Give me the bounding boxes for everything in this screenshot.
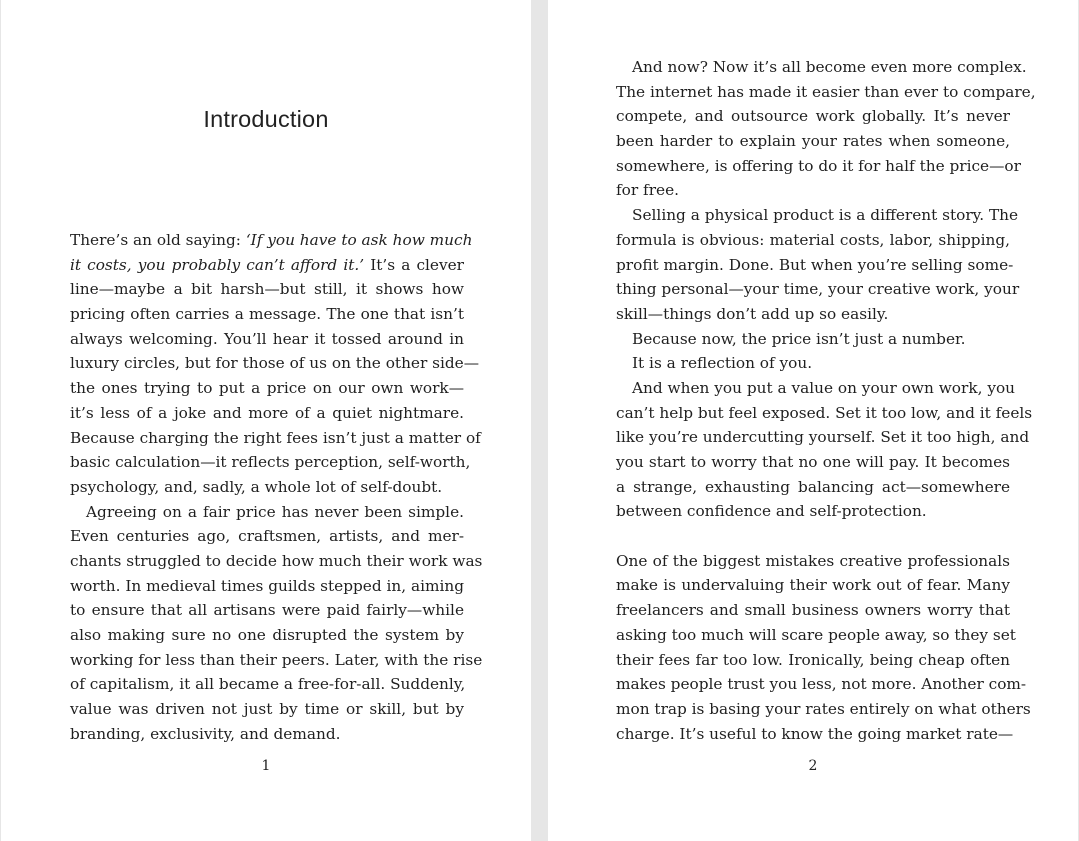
- text-line: Because charging the right fees isn’t just a matter of: [70, 428, 481, 447]
- text-line: somewhere, is offering to do it for half the price—or: [616, 156, 1021, 175]
- text-line: the ones trying to put a price on our own work—: [70, 379, 464, 398]
- text-line: it’s less of a joke and more of a quiet nightmare.: [70, 403, 464, 422]
- text-line: And now? Now it’s all become even more complex.: [632, 58, 1027, 76]
- quote-text: it costs, you probably can’t afford it.’: [70, 255, 365, 274]
- text-line: also making sure no one disrupted the system by: [70, 626, 464, 644]
- text-line: freelancers and small business owners worry that: [616, 601, 1010, 620]
- right-page: [548, 0, 1078, 841]
- text-line: skill—things don’t add up so easily.: [616, 304, 889, 323]
- text-line: One of the biggest mistakes creative professionals: [616, 551, 1010, 570]
- text-line: profit margin. Done. But when you’re selling some-: [616, 255, 1014, 274]
- text-line: [70, 253, 464, 278]
- page-number-right: 2: [808, 758, 818, 774]
- text-line: like you’re undercutting yourself. Set it too high, and: [616, 428, 1030, 447]
- text-line: worth. In medieval times guilds stepped in, aiming: [70, 576, 465, 595]
- text-line: Agreeing on a fair price has never been simple.: [86, 502, 464, 521]
- text-line: pricing often carries a message. The one that isn’t: [70, 305, 464, 324]
- text-line: working for less than their peers. Later, with the rise: [70, 650, 483, 669]
- left-page: [1, 0, 531, 841]
- text-line: between confidence and self-protection.: [616, 502, 927, 521]
- text-line: Because now, the price isn’t just a number.: [632, 329, 966, 348]
- right-page-body: [616, 55, 1036, 746]
- text-line: a strange, exhausting balancing act—somewhere: [616, 477, 1010, 496]
- text-line: basic calculation—it reflects perception, self-worth,: [70, 453, 471, 472]
- text-line: luxury circles, but for those of us on the other side—: [70, 354, 480, 373]
- left-page-body: [70, 228, 483, 746]
- text-line: been harder to explain your rates when someone,: [616, 132, 1010, 151]
- text-line: for free.: [616, 181, 679, 200]
- chapter-title: Introduction: [203, 106, 329, 132]
- text-line: value was driven not just by time or skill, but by: [70, 700, 464, 719]
- text-line: their fees far too low. Ironically, being cheap often: [616, 650, 1010, 669]
- text-line: And when you put a value on your own work, you: [632, 378, 1016, 397]
- text-line: Even centuries ago, craftsmen, artists, and mer-: [70, 527, 464, 546]
- text-line: It is a reflection of you.: [632, 354, 813, 373]
- text-run: It’s a clever: [364, 255, 464, 274]
- quote-text: ‘If you have to ask how much: [245, 231, 473, 249]
- text-line: psychology, and, sadly, a whole lot of self-doubt.: [70, 477, 443, 496]
- text-line: compete, and outsource work globally. It’s never: [616, 107, 1010, 126]
- text-line: makes people trust you less, not more. Another com-: [616, 675, 1027, 694]
- paragraph-gap: [616, 524, 1010, 549]
- text-line: of capitalism, it all became a free-for-all. Suddenly,: [70, 675, 466, 694]
- text-line: formula is obvious: material costs, labor, shipping,: [616, 230, 1010, 249]
- text-line: [70, 228, 473, 253]
- text-line: always welcoming. You’ll hear it tossed around in: [70, 329, 464, 348]
- text-line: charge. It’s useful to know the going market rate—: [616, 724, 1014, 743]
- text-line: can’t help but feel exposed. Set it too low, and it feels: [616, 403, 1033, 422]
- text-run: There’s an old saying:: [70, 231, 246, 249]
- text-line: thing personal—your time, your creative work, your: [616, 280, 1020, 299]
- text-line: mon trap is basing your rates entirely on what others: [616, 699, 1031, 718]
- text-line: line—maybe a bit harsh—but still, it shows how: [70, 280, 464, 299]
- text-line: Selling a physical product is a different story. The: [632, 206, 1019, 225]
- text-line: make is undervaluing their work out of fear. Many: [616, 576, 1010, 595]
- text-line: asking too much will scare people away, so they set: [616, 625, 1016, 644]
- text-line: The internet has made it easier than ever to compare,: [616, 82, 1036, 101]
- page-number-left: 1: [261, 758, 271, 774]
- text-line: to ensure that all artisans were paid fairly—while: [70, 601, 464, 620]
- text-line: branding, exclusivity, and demand.: [70, 724, 341, 743]
- text-line: chants struggled to decide how much their work was: [70, 551, 483, 570]
- text-line: you start to worry that no one will pay. It becomes: [616, 453, 1010, 471]
